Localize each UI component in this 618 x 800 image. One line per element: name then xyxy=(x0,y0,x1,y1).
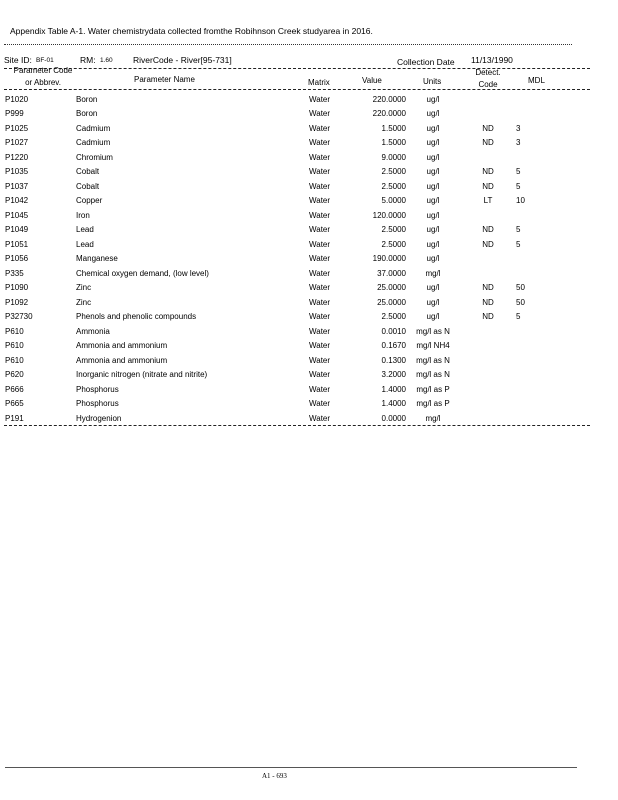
cell-detect xyxy=(460,339,516,354)
cell-mdl xyxy=(516,252,536,267)
cell-matrix: Water xyxy=(309,384,331,394)
cell-mdl: 5 xyxy=(516,239,521,249)
cell-value: 1.5000 xyxy=(381,123,406,133)
cell-matrix: Water xyxy=(309,268,331,278)
cell-name: Ammonia xyxy=(76,326,110,336)
cell-units: ug/l xyxy=(426,210,440,220)
cell-mdl xyxy=(516,339,536,354)
cell-units: ug/l xyxy=(426,225,440,235)
cell-matrix: Water xyxy=(309,225,331,235)
cell-detect xyxy=(460,92,516,107)
table-row xyxy=(5,194,536,209)
table-row xyxy=(5,339,536,354)
title-divider xyxy=(4,44,572,45)
cell-detect: ND xyxy=(482,138,494,148)
table-row xyxy=(5,136,536,151)
table-row xyxy=(5,179,536,194)
cell-name: Cobalt xyxy=(76,181,100,191)
table-row xyxy=(5,165,536,180)
header-bottom-rule xyxy=(4,89,590,90)
cell-detect: ND xyxy=(482,167,494,177)
header-detect-code: Detect. Code xyxy=(475,68,501,89)
table-row xyxy=(5,107,536,122)
cell-name: Manganese xyxy=(76,254,118,264)
cell-value: 220.0000 xyxy=(372,109,406,119)
cell-mdl xyxy=(516,208,536,223)
cell-mdl xyxy=(516,150,536,165)
cell-mdl xyxy=(516,411,536,426)
cell-units: ug/l xyxy=(426,123,440,133)
river-code: RiverCode - River[95-731] xyxy=(133,55,232,65)
cell-units: ug/l xyxy=(426,283,440,293)
cell-name: Cobalt xyxy=(76,167,100,177)
cell-detect xyxy=(460,150,516,165)
cell-name: Cadmium xyxy=(76,123,111,133)
cell-detect xyxy=(460,324,516,339)
cell-name: Boron xyxy=(76,94,98,104)
header-units: Units xyxy=(423,77,442,86)
cell-detect xyxy=(460,382,516,397)
cell-mdl xyxy=(516,266,536,281)
cell-name: Copper xyxy=(76,196,103,206)
cell-matrix: Water xyxy=(309,326,331,336)
cell-code: P1090 xyxy=(5,283,29,293)
cell-detect: ND xyxy=(482,181,494,191)
table-row xyxy=(5,281,536,296)
table-row xyxy=(5,295,536,310)
cell-detect xyxy=(460,368,516,383)
cell-code: P1051 xyxy=(5,239,29,249)
cell-detect xyxy=(460,107,516,122)
cell-value: 0.1300 xyxy=(381,355,406,365)
cell-units: ug/l xyxy=(426,254,440,264)
cell-units: mg/l as P xyxy=(416,384,450,394)
cell-matrix: Water xyxy=(309,196,331,206)
cell-matrix: Water xyxy=(309,297,331,307)
cell-mdl: 10 xyxy=(516,196,525,206)
table-row xyxy=(5,368,536,383)
cell-name: Lead xyxy=(76,239,94,249)
cell-value: 0.1670 xyxy=(381,341,406,351)
cell-units: ug/l xyxy=(426,239,440,249)
cell-value: 9.0000 xyxy=(381,152,406,162)
cell-code: P610 xyxy=(5,355,24,365)
cell-mdl: 5 xyxy=(516,181,521,191)
cell-code: P1092 xyxy=(5,297,29,307)
cell-matrix: Water xyxy=(309,152,331,162)
cell-detect xyxy=(460,353,516,368)
table-row xyxy=(5,397,536,412)
cell-value: 1.4000 xyxy=(381,399,406,409)
cell-name: Hydrogenion xyxy=(76,413,122,423)
cell-matrix: Water xyxy=(309,413,331,423)
cell-matrix: Water xyxy=(309,138,331,148)
header-mdl: MDL xyxy=(528,76,545,85)
cell-value: 220.0000 xyxy=(372,94,406,104)
cell-value: 0.0010 xyxy=(381,326,406,336)
cell-detect: ND xyxy=(482,123,494,133)
cell-detect: ND xyxy=(482,297,494,307)
cell-name: Ammonia and ammonium xyxy=(76,341,168,351)
cell-value: 190.0000 xyxy=(372,254,406,264)
cell-value: 1.5000 xyxy=(381,138,406,148)
cell-mdl: 5 xyxy=(516,225,521,235)
table-row xyxy=(5,223,536,238)
footer-rule xyxy=(5,767,577,768)
cell-units: ug/l xyxy=(426,297,440,307)
cell-value: 3.2000 xyxy=(381,370,406,380)
cell-units: mg/l as N xyxy=(416,355,450,365)
cell-detect: ND xyxy=(482,239,494,249)
cell-mdl xyxy=(516,324,536,339)
cell-value: 25.0000 xyxy=(377,297,406,307)
table-row xyxy=(5,411,536,426)
cell-units: mg/l NH4 xyxy=(416,341,450,351)
cell-units: ug/l xyxy=(426,138,440,148)
rm-value: 1.60 xyxy=(100,57,113,64)
cell-mdl: 3 xyxy=(516,123,521,133)
cell-mdl xyxy=(516,353,536,368)
site-id-value: BF-01 xyxy=(36,57,54,64)
cell-matrix: Water xyxy=(309,312,331,322)
cell-value: 120.0000 xyxy=(372,210,406,220)
cell-detect: LT xyxy=(483,196,493,206)
cell-code: P1049 xyxy=(5,225,29,235)
table-row xyxy=(5,252,536,267)
cell-code: P1020 xyxy=(5,94,29,104)
cell-code: P665 xyxy=(5,399,24,409)
cell-mdl xyxy=(516,92,536,107)
table-row xyxy=(5,324,536,339)
cell-name: Phenols and phenolic compounds xyxy=(76,312,197,322)
cell-detect xyxy=(460,266,516,281)
collection-date-label: Collection Date xyxy=(397,57,455,67)
cell-units: mg/l as P xyxy=(416,399,450,409)
cell-code: P1025 xyxy=(5,123,29,133)
page-number: A1 - 693 xyxy=(262,772,287,780)
cell-code: P1042 xyxy=(5,196,29,206)
cell-matrix: Water xyxy=(309,355,331,365)
rm-label: RM: xyxy=(80,55,96,65)
cell-matrix: Water xyxy=(309,181,331,191)
cell-code: P1056 xyxy=(5,254,29,264)
cell-name: Chromium xyxy=(76,152,113,162)
table-row xyxy=(5,92,536,107)
cell-code: P999 xyxy=(5,109,24,119)
cell-name: Zinc xyxy=(76,283,92,293)
cell-mdl: 5 xyxy=(516,167,521,177)
cell-mdl: 50 xyxy=(516,283,525,293)
cell-matrix: Water xyxy=(309,341,331,351)
collection-date-value: 11/13/1990 xyxy=(471,55,513,65)
table-bottom-rule xyxy=(4,425,590,426)
cell-code: P610 xyxy=(5,341,24,351)
cell-name: Boron xyxy=(76,109,98,119)
cell-matrix: Water xyxy=(309,94,331,104)
table-title: Appendix Table A-1. Water chemistrydata collected fromthe Robihnson Creek studyarea in 2016. xyxy=(10,26,373,36)
cell-units: ug/l xyxy=(426,152,440,162)
cell-units: ug/l xyxy=(426,94,440,104)
cell-value: 2.5000 xyxy=(381,167,406,177)
cell-mdl: 5 xyxy=(516,312,521,322)
cell-value: 1.4000 xyxy=(381,384,406,394)
cell-name: Cadmium xyxy=(76,138,111,148)
cell-detect: ND xyxy=(482,283,494,293)
header-matrix: Matrix xyxy=(308,78,330,87)
cell-name: Ammonia and ammonium xyxy=(76,355,168,365)
cell-code: P610 xyxy=(5,326,24,336)
table-row xyxy=(5,353,536,368)
cell-units: ug/l xyxy=(426,109,440,119)
cell-matrix: Water xyxy=(309,370,331,380)
header-parameter-name: Parameter Name xyxy=(134,75,195,84)
cell-code: P666 xyxy=(5,384,24,394)
header-value: Value xyxy=(362,76,382,85)
cell-name: Chemical oxygen demand, (low level) xyxy=(76,268,209,278)
cell-value: 5.0000 xyxy=(381,196,406,206)
table-row xyxy=(5,237,536,252)
cell-name: Iron xyxy=(76,210,90,220)
cell-matrix: Water xyxy=(309,239,331,249)
cell-matrix: Water xyxy=(309,109,331,119)
cell-mdl xyxy=(516,397,536,412)
cell-detect xyxy=(460,208,516,223)
cell-units: mg/l xyxy=(425,413,441,423)
cell-name: Phosphorus xyxy=(76,384,119,394)
cell-code: P335 xyxy=(5,268,24,278)
cell-code: P32730 xyxy=(5,312,33,322)
cell-detect xyxy=(460,411,516,426)
cell-matrix: Water xyxy=(309,167,331,177)
site-id-label: Site ID: xyxy=(4,55,32,65)
table-row xyxy=(5,150,536,165)
cell-detect xyxy=(460,397,516,412)
cell-code: P1037 xyxy=(5,181,29,191)
cell-mdl: 3 xyxy=(516,138,521,148)
cell-units: ug/l xyxy=(426,181,440,191)
cell-code: P191 xyxy=(5,413,24,423)
cell-value: 0.0000 xyxy=(381,413,406,423)
cell-name: Lead xyxy=(76,225,94,235)
table-row xyxy=(5,310,536,325)
cell-detect: ND xyxy=(482,225,494,235)
cell-units: ug/l xyxy=(426,312,440,322)
cell-matrix: Water xyxy=(309,254,331,264)
table-row xyxy=(5,266,536,281)
cell-value: 2.5000 xyxy=(381,239,406,249)
cell-code: P620 xyxy=(5,370,24,380)
cell-name: Inorganic nitrogen (nitrate and nitrite) xyxy=(76,370,208,380)
table-row xyxy=(5,382,536,397)
cell-units: ug/l xyxy=(426,196,440,206)
cell-units: mg/l xyxy=(425,268,441,278)
cell-name: Phosphorus xyxy=(76,399,119,409)
header-parameter-code: Parameter Code or Abbrev. xyxy=(13,66,73,87)
cell-value: 37.0000 xyxy=(377,268,406,278)
water-chemistry-table xyxy=(5,92,536,426)
cell-matrix: Water xyxy=(309,123,331,133)
cell-name: Zinc xyxy=(76,297,92,307)
table-row xyxy=(5,208,536,223)
cell-units: mg/l as N xyxy=(416,370,450,380)
cell-value: 25.0000 xyxy=(377,283,406,293)
cell-code: P1045 xyxy=(5,210,29,220)
cell-value: 2.5000 xyxy=(381,181,406,191)
cell-value: 2.5000 xyxy=(381,225,406,235)
cell-code: P1035 xyxy=(5,167,29,177)
cell-mdl xyxy=(516,368,536,383)
cell-mdl xyxy=(516,107,536,122)
table-row xyxy=(5,121,536,136)
cell-value: 2.5000 xyxy=(381,312,406,322)
cell-detect: ND xyxy=(482,312,494,322)
cell-matrix: Water xyxy=(309,283,331,293)
cell-mdl: 50 xyxy=(516,297,525,307)
cell-matrix: Water xyxy=(309,399,331,409)
cell-code: P1027 xyxy=(5,138,29,148)
cell-units: mg/l as N xyxy=(416,326,450,336)
cell-matrix: Water xyxy=(309,210,331,220)
cell-detect xyxy=(460,252,516,267)
cell-code: P1220 xyxy=(5,152,29,162)
cell-units: ug/l xyxy=(426,167,440,177)
cell-mdl xyxy=(516,382,536,397)
